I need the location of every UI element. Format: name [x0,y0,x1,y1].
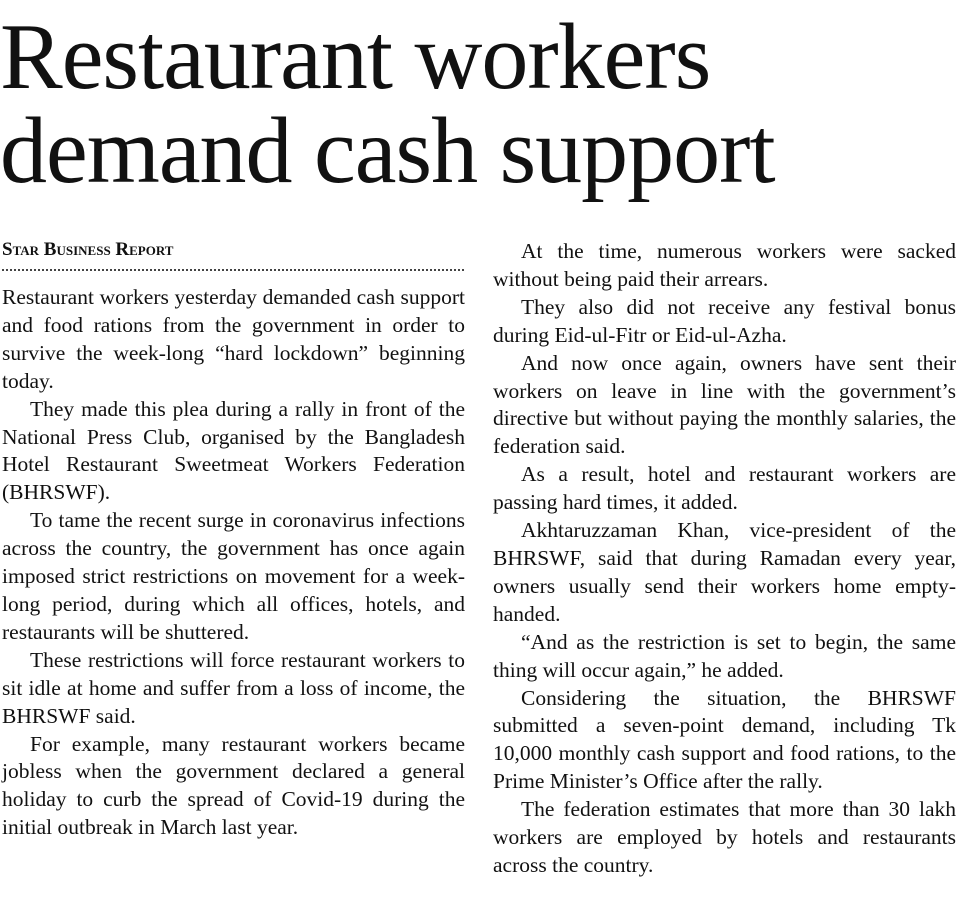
article-paragraph: Akhtaruzzaman Khan, vice-president of the BHRSWF, said that during Ramadan every year, owners usually send their workers home empty-handed. [493,518,956,626]
headline [0,5,957,203]
article-paragraph: These restrictions will force restaurant workers to sit idle at home and suffer from a loss of income, the BHRSWF said. [2,647,465,728]
article-paragraph: Restaurant workers yesterday demanded cash support and food rations from the government in order to survive the week-long “hard lockdown” beginning today. [2,285,465,393]
article-paragraph: At the time, numerous workers were sacked without being paid their arrears. [493,239,956,291]
byline: Star Business Report [2,239,174,260]
article-paragraph: The federation estimates that more than 30 lakh workers are employed by hotels and restaurants across the country. [493,797,956,877]
dotted-divider [2,269,464,271]
article-paragraph: They also did not receive any festival bonus during Eid-ul-Fitr or Eid-ul-Azha. [493,294,956,347]
article-column-left [2,284,465,842]
article-paragraph: Considering the situation, the BHRSWF submitted a seven-point demand, including Tk 10,000 monthly cash support and food rations, to the Prime Minister’s Office after the rally. [493,685,956,794]
article-paragraph: For example, many restaurant workers became jobless when the government declared a general holiday to curb the spread of Covid-19 during the initial outbreak in March last year. [2,731,465,840]
article-paragraph: As a result, hotel and restaurant workers are passing hard times, it added. [493,462,956,515]
article-column-right [493,238,956,880]
article-paragraph: “And as the restriction is set to begin, the same thing will occur again,” he added. [493,629,956,682]
headline-line-1: Restaurant workers [0,5,711,109]
article-paragraph: And now once again, owners have sent their workers on leave in line with the government’s directive but without paying the monthly salaries, the federation said. [493,350,956,459]
article-paragraph: To tame the recent surge in coronavirus infections across the country, the government has once again imposed strict restrictions on movement for a week-long period, during which all offices, hotels, and restaurants will be shuttered. [2,508,465,644]
article-paragraph: They made this plea during a rally in front of the National Press Club, organised by the Bangladesh Hotel Restaurant Sweetmeat Workers Federation (BHRSWF). [2,396,465,505]
headline-line-2: demand cash support [0,99,775,203]
